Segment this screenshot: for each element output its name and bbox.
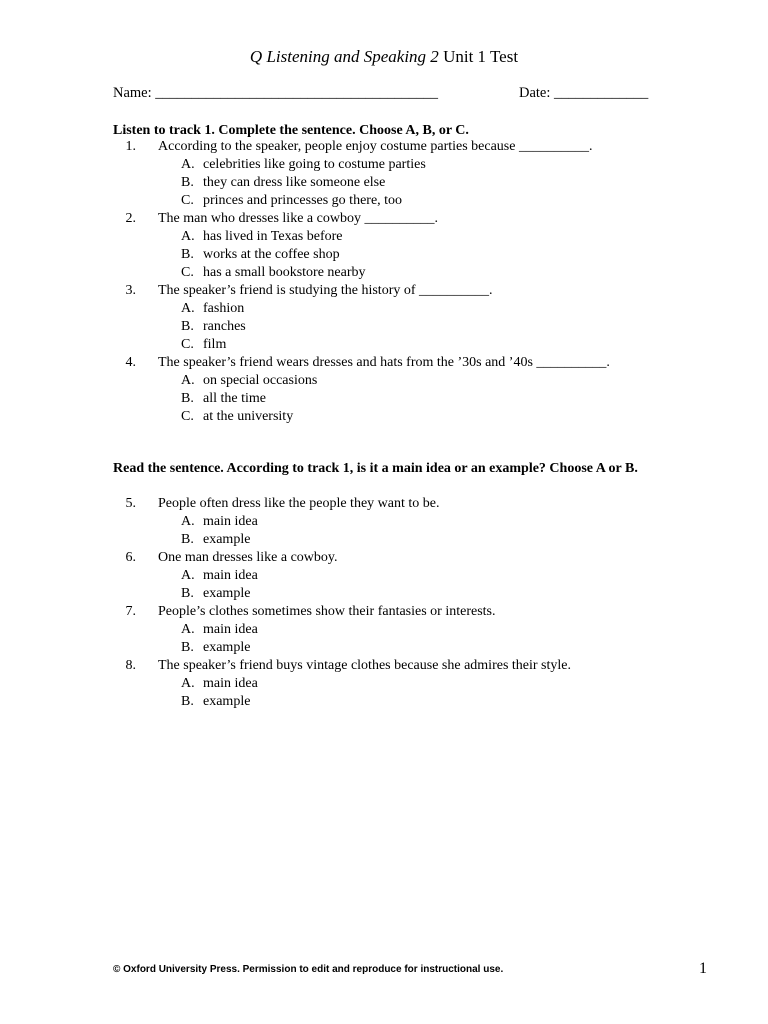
question-text: People’s clothes sometimes show their fantasies or interests. [158, 604, 496, 619]
date-field[interactable]: Date: _____________ [519, 85, 649, 101]
option-text: example [203, 586, 251, 601]
option-letter: B. [181, 391, 194, 406]
copyright-footer: © Oxford University Press. Permission to edit and reproduce for instructional use. [113, 964, 504, 975]
option-letter: B. [181, 640, 194, 655]
option-letter: B. [181, 319, 194, 334]
option-text: princes and princesses go there, too [203, 193, 403, 208]
question-number: 5. [125, 496, 136, 511]
option-text: main idea [203, 622, 258, 637]
question-text: The speaker’s friend buys vintage clothes because she admires their style. [158, 658, 571, 673]
option-letter: C. [181, 337, 194, 352]
option-text: they can dress like someone else [203, 175, 386, 190]
option-text: all the time [203, 391, 266, 406]
option-letter: B. [181, 532, 194, 547]
title-book-name: Q Listening and Speaking 2 [249, 47, 439, 66]
question-number: 1. [125, 139, 136, 154]
option-letter: A. [181, 373, 195, 388]
question-number: 4. [125, 355, 136, 370]
option-text: has lived in Texas before [203, 229, 343, 244]
question-text: The speaker’s friend wears dresses and hats from the ’30s and ’40s __________. [158, 355, 610, 370]
page-number: 1 [699, 960, 707, 977]
question-number: 2. [125, 211, 136, 226]
option-letter: B. [181, 694, 194, 709]
option-text: works at the coffee shop [203, 247, 340, 262]
option-text: main idea [203, 514, 258, 529]
section1-instruction: Listen to track 1. Complete the sentence. Choose A, B, or C. [113, 123, 469, 138]
option-text: ranches [203, 319, 246, 334]
option-letter: C. [181, 265, 194, 280]
question-text: The man who dresses like a cowboy __________. [158, 211, 438, 226]
option-letter: A. [181, 676, 195, 691]
option-text: film [203, 337, 227, 352]
option-letter: B. [181, 586, 194, 601]
question-number: 8. [125, 658, 136, 673]
option-letter: B. [181, 247, 194, 262]
option-letter: A. [181, 157, 195, 172]
option-letter: C. [181, 409, 194, 424]
option-letter: A. [181, 568, 195, 583]
option-text: at the university [203, 409, 294, 424]
option-text: main idea [203, 676, 258, 691]
option-text: celebrities like going to costume parties [203, 157, 426, 172]
page-title [0, 47, 768, 67]
option-letter: B. [181, 175, 194, 190]
option-letter: A. [181, 229, 195, 244]
title-unit: Unit 1 Test [438, 47, 519, 66]
option-text: main idea [203, 568, 258, 583]
option-text: example [203, 532, 251, 547]
option-letter: C. [181, 193, 194, 208]
question-text: One man dresses like a cowboy. [158, 550, 338, 565]
option-text: fashion [203, 301, 245, 316]
question-number: 6. [125, 550, 136, 565]
section2-instruction: Read the sentence. According to track 1, is it a main idea or an example? Choose A or B. [113, 461, 638, 476]
option-text: has a small bookstore nearby [203, 265, 366, 280]
option-letter: A. [181, 514, 195, 529]
option-letter: A. [181, 622, 195, 637]
question-text: The speaker’s friend is studying the history of __________. [158, 283, 493, 298]
option-letter: A. [181, 301, 195, 316]
question-number: 3. [125, 283, 136, 298]
question-text: People often dress like the people they want to be. [158, 496, 440, 511]
option-text: example [203, 694, 251, 709]
question-number: 7. [125, 604, 136, 619]
option-text: on special occasions [203, 373, 318, 388]
option-text: example [203, 640, 251, 655]
name-field[interactable]: Name: _______________________________________ [113, 85, 439, 101]
question-text: According to the speaker, people enjoy costume parties because __________. [158, 139, 593, 154]
